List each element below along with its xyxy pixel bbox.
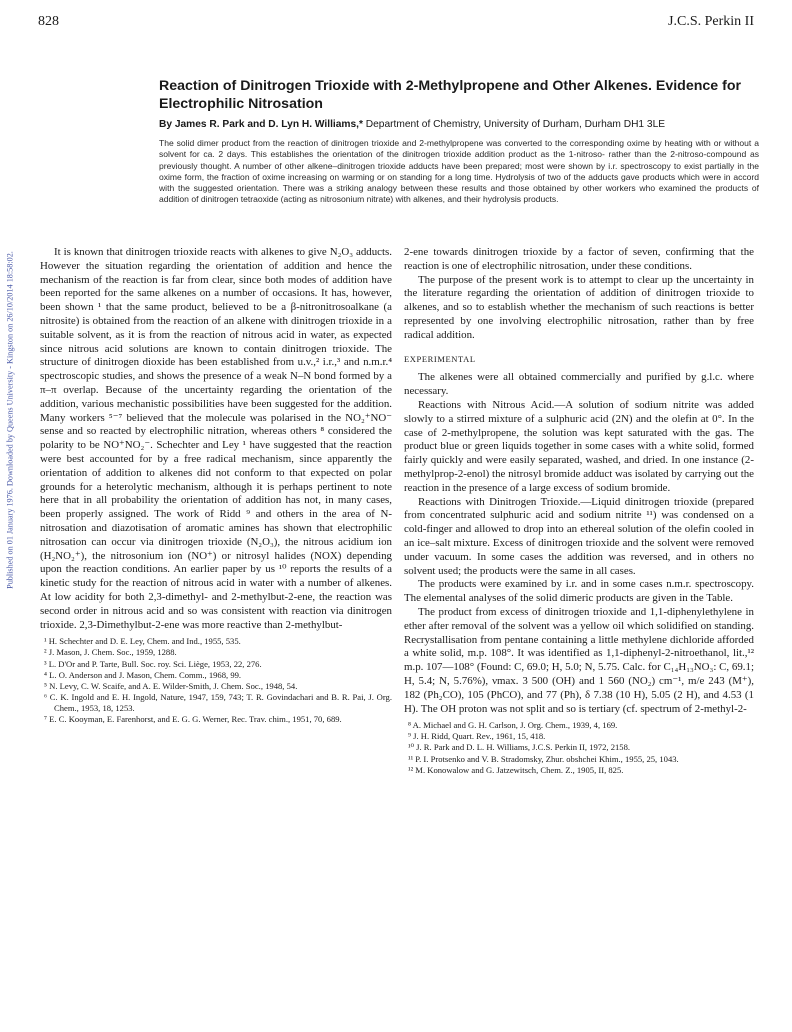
footnote: ⁷ E. C. Kooyman, E. Farenhorst, and E. G. G. Werner, Rec. Trav. chim., 1951, 70, 689.	[44, 713, 342, 724]
body-paragraph: The alkenes were all obtained commercially and purified by g.l.c. where necessary.	[404, 371, 754, 398]
footnote: ⁵ N. Levy, C. W. Scaife, and A. E. Wilder-Smith, J. Chem. Soc., 1948, 54.	[44, 680, 298, 691]
left-column	[40, 246, 392, 725]
footnote: ² J. Mason, J. Chem. Soc., 1959, 1288.	[44, 647, 177, 658]
body-paragraph: 2-ene towards dinitrogen trioxide by a factor of seven, confirming that the reaction is one of electrophilic nitrosation, under these conditions.	[404, 246, 754, 272]
right-column	[404, 246, 754, 776]
byline	[159, 119, 769, 130]
footnote: ⁶ C. K. Ingold and E. H. Ingold, Nature, 1947, 159, 743; T. R. Govindachari and B. R. Pai, J. Org. Chem., 1953, 18, 1253.	[44, 691, 392, 713]
footnote: ⁸ A. Michael and G. H. Carlson, J. Org. Chem., 1939, 4, 169.	[408, 720, 618, 731]
abstract: The solid dimer product from the reaction of dinitrogen trioxide and 2-methylpropene was converted to the corresponding oxime by heating with or without a solvent for ca. 2 days. This establishes the orientation of the dinitrogen trioxide addition product as the 1-nitroso- rather than the 2-nitroso-compound as previously thought. A number of other alkene–dinitrogen trioxide adducts have been prepared; most were shown by i.r. spectroscopy to exist partially in the oxime form, the fraction of oxime increasing on warming or on standing for a long time. Hydrolysis of two of the adducts gave products which were in accord with the suggested orientation. There was a striking analogy between these results and those obtained by other workers who examined the products of addition of dinitrogen tetraoxide (acting as nitrosonium nitrate) with alkenes, and their hydrolysis products.	[159, 138, 759, 205]
body-paragraph: The product from excess of dinitrogen trioxide and 1,1-diphenylethylene in ether after removal of the solvent was a yellow oil which solidified on standing. Recrystallisation from pentane containing a little methylene dichloride afforded a white solid, m.p. 108°. It was identified as 1,1-diphenyl-2-nitroethanol, lit.,¹² m.p. 107—108° (Found: C, 69.0; H, 5.0; N, 5.75. Calc. for C₁₄H₁₃NO₃: C, 69.1; H, 5.4; N, 5.76%), νmax. 3 500 (OH) and 1 560 (NO₂) cm⁻¹, m/e 243 (M⁺), 182 (Ph₂CO), 105 (PhCO), and 77 (Ph), δ 7.38 (10 H), 5.05 (2 H), and 4.53 (1 H). The OH proton was not split and so is tertiary (cf. spectrum of 2-methyl-2-	[404, 605, 754, 715]
download-notice	[1, 190, 19, 650]
footnotes-right	[404, 720, 754, 775]
page-number: 828	[38, 14, 59, 29]
authors: By James R. Park and D. Lyn H. Williams,*	[159, 119, 363, 130]
footnote: ⁴ L. O. Anderson and J. Mason, Chem. Comm., 1968, 99.	[44, 669, 242, 680]
section-heading: EXPERIMENTAL	[404, 353, 476, 364]
body-paragraph: The purpose of the present work is to attempt to clear up the uncertainty in the literature regarding the orientation of addition of dinitrogen trioxide to alkenes, and so to establish whether the mechanism of such reactions is better represented by one involving electrophilic nitrosation, rather than by free radical addition.	[404, 273, 754, 341]
footnote: ¹ H. Schechter and D. E. Ley, Chem. and Ind., 1955, 535.	[44, 636, 241, 647]
footnotes-left	[40, 636, 392, 725]
footnote: ¹⁰ J. R. Park and D. L. H. Williams, J.C.S. Perkin II, 1972, 2158.	[408, 742, 631, 753]
footnote: ¹¹ P. I. Protsenko and V. B. Stradomsky, Zhur. obshchei Khim., 1955, 25, 1043.	[408, 753, 679, 764]
download-notice-text: Published on 01 January 1976. Downloaded by Queens University - Kingston on 26/10/2014 18:58:02.	[5, 251, 15, 589]
footnote: ³ L. D'Or and P. Tarte, Bull. Soc. roy. Sci. Liège, 1953, 22, 276.	[44, 658, 262, 669]
footnote: ¹² M. Konowalow and G. Jatzewitsch, Chem. Z., 1905, II, 825.	[408, 764, 624, 775]
article-title: Reaction of Dinitrogen Trioxide with 2-Methylpropene and Other Alkenes. Evidence for Electrophilic Nitrosation	[159, 78, 742, 112]
body-paragraph: Reactions with Nitrous Acid.—A solution of sodium nitrite was added slowly to a stirred mixture of a sulphuric acid (2N) and the olefin at 0°. In the case of 2-methylpropene, the solution was kept saturated with the gas. The product blue or green liquids together in some cases with a white solid, formed fairly quickly and were easily separated, washed, and dried. In one instance (2-methylprop-2-enol) the nitrosyl bromide adduct was isolated by carrying out the reaction in the presence of a large excess of sodium bromide.	[404, 398, 754, 494]
journal-name: J.C.S. Perkin II	[668, 14, 754, 29]
affiliation: Department of Chemistry, University of Durham, Durham DH1 3LE	[362, 119, 666, 130]
body-paragraph: Reactions with Dinitrogen Trioxide.—Liquid dinitrogen trioxide (prepared from concentrated sulphuric acid and sodium nitrite ¹¹) was condensed on a cold-finger and allowed to drop into an ethereal solution of the olefin cooled in an ice–salt mixture. Excess of dinitrogen trioxide and the solvent were removed under vacuum. In some cases the addition was reversed, and in others no solvent used; the products were the same in all cases.	[404, 495, 754, 577]
body-paragraph: It is known that dinitrogen trioxide reacts with alkenes to give N₂O₃ adducts. However the situation regarding the orientation of addition and hence the mechanism of the reaction is far from clear, since both modes of addition have been reported for the same alkenes on a number of occasions. It has, however, been shown ¹ that the same product, believed to be a β-nitronitrosoalkane (a nitrosite) is obtained from the reaction of an alkene with dinitrogen trioxide in a suitable solvent, as it is from the reaction of nitrous acid in water, as expected since nitrous acid solutions are known to contain dinitrogen trioxide. The structure of dinitrogen dioxide has been established from u.v.,² i.r.,³ and n.m.r.⁴ spectroscopic studies, and shows the presence of a weak N–N bond formed by a π–π overlap. Because of the uncertainty regarding the orientation of the addition, various mechanistic possibilities have been suggested for the addition. Many workers ⁵⁻⁷ believed that the molecule was polarised in the NO₂⁺NO⁻ sense and so reacted by electrophilic nitration, whereas others ⁸ considered the polarity to be NO⁺NO₂⁻. Schechter and Ley ¹ have suggested that the reaction were best accounted for by a free radical mechanism, since apparently the orientation of addition to alkenes did not conform to that expected on polar grounds for a heterolytic mechanism, although it is perhaps pertinent to note here that in all probability the orientation of addition has not, in many cases, been properly assigned. The work of Ridd ⁹ and others in the area of N-nitrosation and diazotisation of aromatic amines has shown that electrophilic nitrosation can occur via dinitrogen trioxide (N₂O₃), the nitrous acidium ion (H₂NO₂⁺), the nitrosonium ion (NO⁺) or nitrosyl halides (NOX) depending upon the reaction conditions. An earlier paper by us ¹⁰ reports the results of a kinetic study for the reaction of nitrous acid in water with a number of alkenes. At low acidity for both 2,3-dimethyl- and 2-methylbut-2-ene, the reaction was second order in nitrous acid and so was consistent with reaction via dinitrogen trioxide. 2,3-Dimethylbut-2-ene was more reactive than 2-methylbut-	[40, 246, 392, 631]
body-paragraph: The products were examined by i.r. and in some cases n.m.r. spectroscopy. The elemental analyses of the solid dimeric products are given in the Table.	[404, 578, 754, 605]
footnote: ⁹ J. H. Ridd, Quart. Rev., 1961, 15, 418.	[408, 731, 546, 742]
